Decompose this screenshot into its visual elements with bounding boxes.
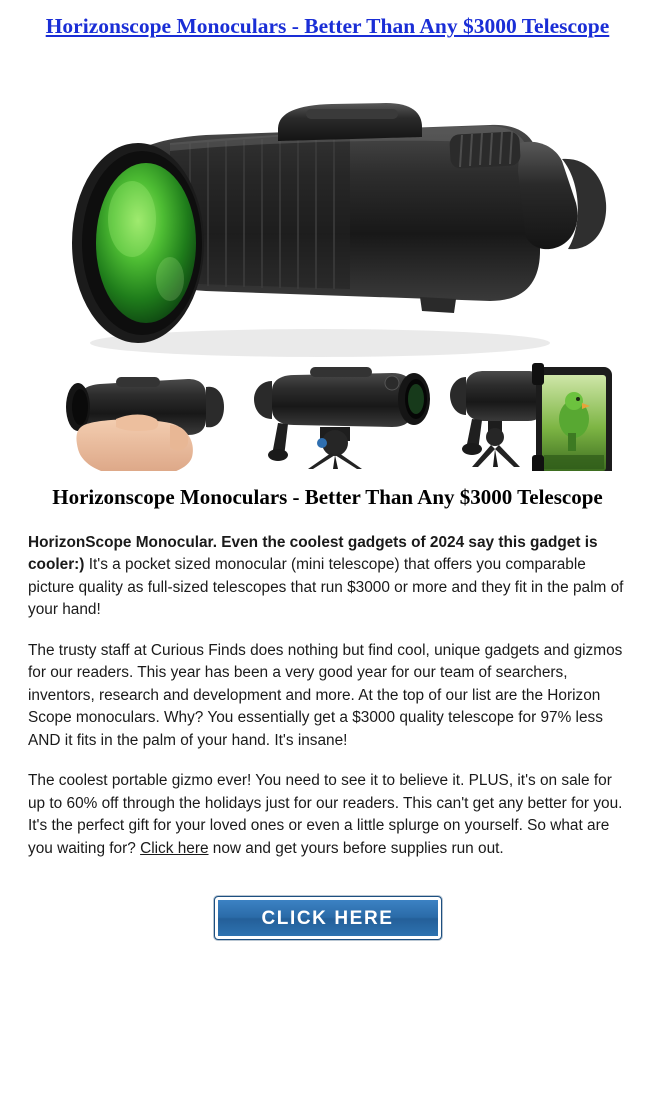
paragraph-3-before-link: The coolest portable gizmo ever! You need to see it to believe it. PLUS, it's on sale for up to 60% off through the holidays just for our readers. This can't get any better for you. It's the perfect gift for your loved ones or even a little splurge on yourself. So what are you waiting for? (28, 772, 623, 857)
paragraph-3 (28, 770, 627, 860)
click-here-button[interactable]: CLICK HERE (214, 896, 442, 940)
monocular-large-image (72, 103, 606, 357)
body-copy (28, 532, 627, 860)
paragraph-2: The trusty staff at Curious Finds does nothing but find cool, unique gadgets and gizmos for our readers. This year has been a very good year for our team of searchers, inventors, research and development and more. At the top of our list are the Horizon Scope monoculars. Why? You essentially get a $3000 quality telescope for 97% less AND it fits in the palm of your hand. It's insane! (28, 641, 623, 749)
top-headline (0, 0, 655, 45)
cta-container (0, 896, 655, 940)
paragraph-1 (28, 532, 627, 622)
monocular-phone-adapter-image (440, 357, 630, 471)
product-title: Horizonscope Monoculars - Better Than Any $3000 Telescope (52, 485, 603, 509)
click-here-inline-link[interactable]: Click here (140, 839, 209, 857)
paragraph-3-after-link: now and get yours before supplies run out. (208, 839, 504, 857)
top-headline-link[interactable]: Horizonscope Monoculars - Better Than Any $3000 Telescope (45, 14, 610, 38)
hero-product-image[interactable] (20, 51, 635, 471)
monocular-tripod-image (238, 357, 430, 469)
paragraph-1-lead: HorizonScope Monocular. Even the coolest gadgets of 2024 say this gadget is cooler:) (28, 534, 598, 574)
monocular-in-hand-image (60, 357, 224, 471)
paragraph-1-rest: It's a pocket sized monocular (mini telescope) that offers you comparable picture quality as full-sized telescopes that run $3000 or more and they fit in the palm of your hand! (28, 556, 624, 619)
